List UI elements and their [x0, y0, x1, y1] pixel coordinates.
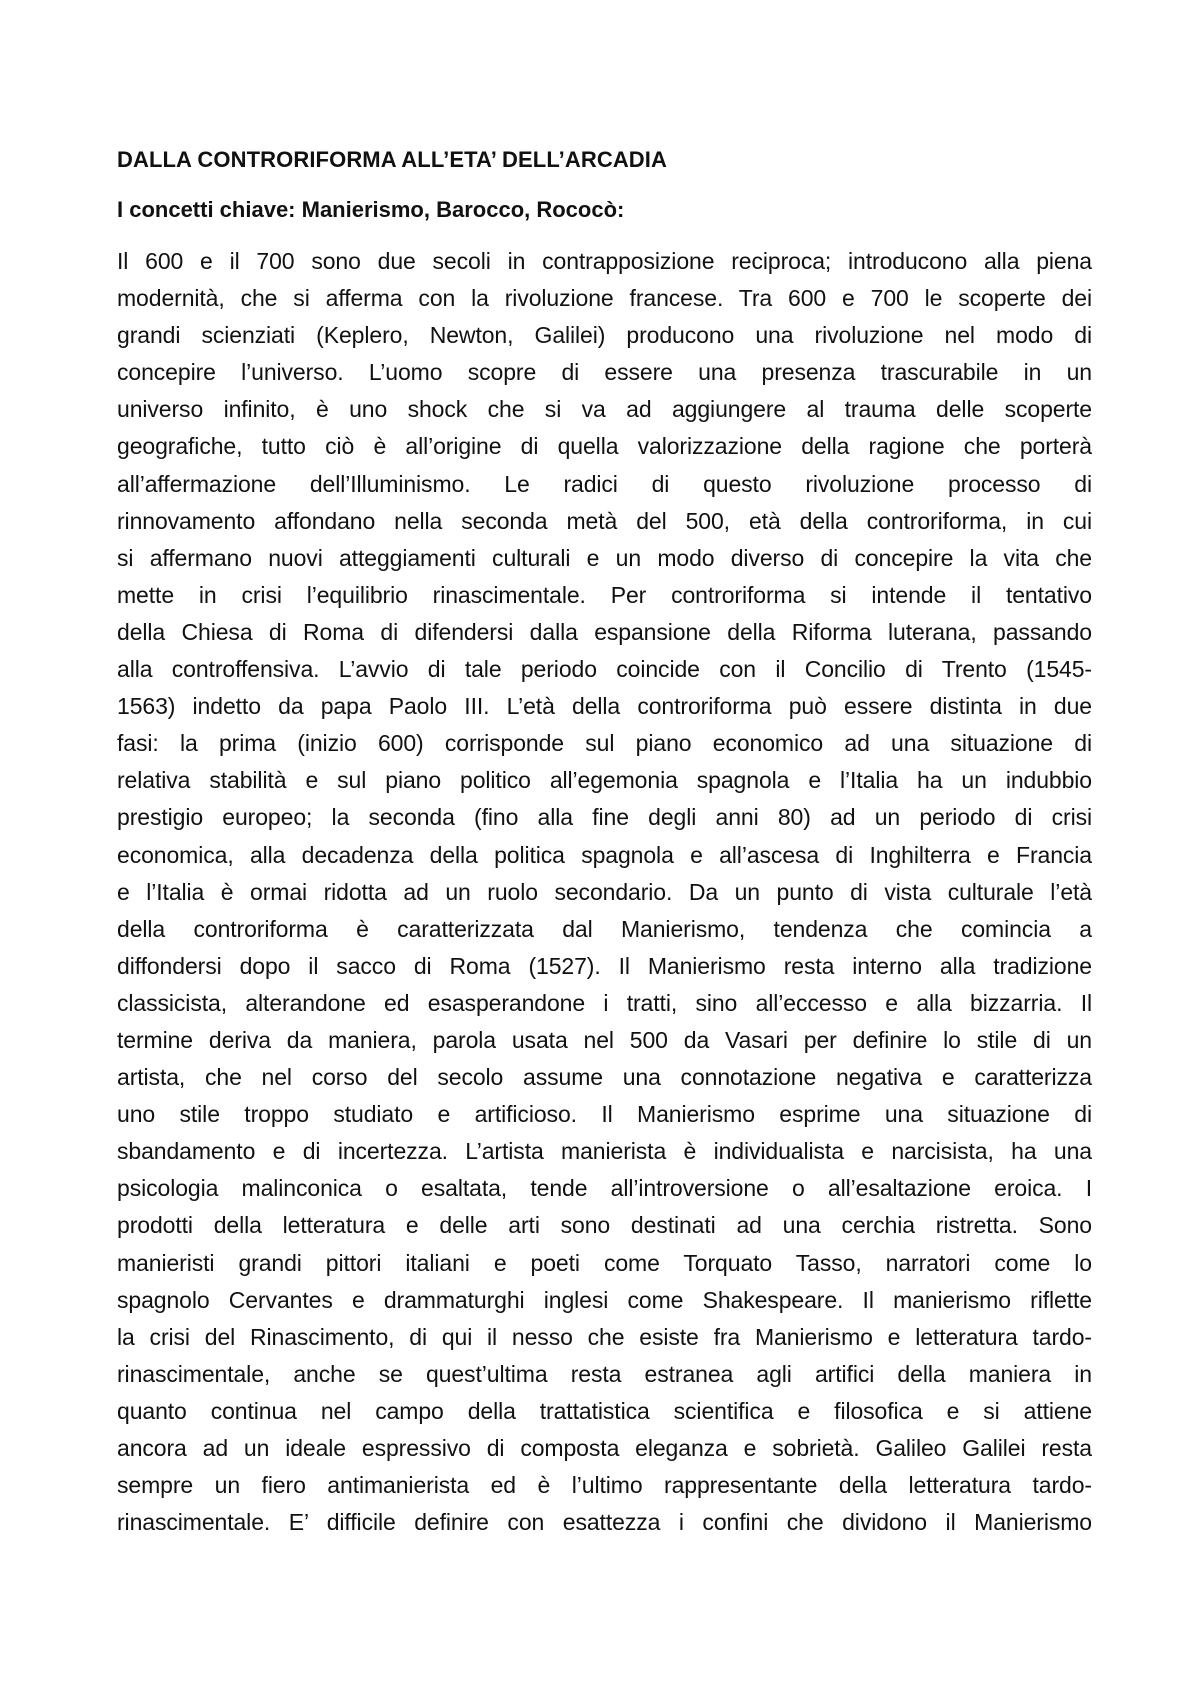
paragraph-line: la crisi del Rinascimento, di qui il nesso che esiste fra Manierismo e letteratura tardo-	[117, 1323, 1092, 1350]
section-heading: I concetti chiave: Manierismo, Barocco, Rococò:	[117, 197, 625, 222]
paragraph-line: diffondersi dopo il sacco di Roma (1527). Il Manierismo resta interno alla tradizione	[117, 952, 1092, 979]
paragraph-line: geografiche, tutto ciò è all’origine di quella valorizzazione della ragione che porterà	[117, 433, 1092, 460]
paragraph-line: mette in crisi l’equilibrio rinascimentale. Per controriforma si intende il tentativo	[117, 581, 1092, 608]
paragraph-line: rinnovamento affondano nella seconda metà del 500, età della controriforma, in cui	[117, 507, 1092, 534]
paragraph-line: sbandamento e di incertezza. L’artista manierista è individualista e narcisista, ha una	[117, 1138, 1092, 1165]
paragraph-line: all’affermazione dell’Illuminismo. Le radici di questo rivoluzione processo di	[117, 470, 1092, 497]
paragraph-line: relativa stabilità e sul piano politico all’egemonia spagnola e l’Italia ha un indubbio	[117, 767, 1092, 794]
paragraph-line: spagnolo Cervantes e drammaturghi inglesi come Shakespeare. Il manierismo riflette	[117, 1286, 1092, 1313]
paragraph-line: uno stile troppo studiato e artificioso. Il Manierismo esprime una situazione di	[117, 1101, 1092, 1128]
paragraph-line: rinascimentale, anche se quest’ultima resta estranea agli artifici della maniera in	[117, 1360, 1092, 1387]
paragraph-line: artista, che nel corso del secolo assume una connotazione negativa e caratterizza	[117, 1064, 1092, 1091]
paragraph-line: concepire l’universo. L’uomo scopre di essere una presenza trascurabile in un	[117, 359, 1092, 386]
paragraph-line: universo infinito, è uno shock che si va ad aggiungere al trauma delle scoperte	[117, 396, 1092, 423]
paragraph-line: prestigio europeo; la seconda (fino alla fine degli anni 80) ad un periodo di crisi	[117, 804, 1092, 831]
paragraph-line: della Chiesa di Roma di difendersi dalla espansione della Riforma luterana, passando	[117, 618, 1092, 645]
paragraph-line: Il 600 e il 700 sono due secoli in contrapposizione reciproca; introducono alla piena	[117, 248, 1092, 274]
paragraph-line: manieristi grandi pittori italiani e poeti come Torquato Tasso, narratori come lo	[117, 1249, 1092, 1276]
paragraph-line: e l’Italia è ormai ridotta ad un ruolo secondario. Da un punto di vista culturale l’età	[117, 878, 1092, 905]
document-content	[117, 145, 1092, 1541]
document-title: DALLA CONTRORIFORMA ALL’ETA’ DELL’ARCADIA	[117, 147, 667, 172]
body-paragraph	[117, 243, 1092, 1541]
paragraph-line: economica, alla decadenza della politica spagnola e all’ascesa di Inghilterra e Francia	[117, 841, 1092, 868]
paragraph-line: si affermano nuovi atteggiamenti culturali e un modo diverso di concepire la vita che	[117, 544, 1092, 571]
paragraph-line: prodotti della letteratura e delle arti sono destinati ad una cerchia ristretta. Sono	[117, 1212, 1092, 1239]
paragraph-line: grandi scienziati (Keplero, Newton, Galilei) producono una rivoluzione nel modo di	[117, 322, 1092, 349]
paragraph-line: sempre un fiero antimanierista ed è l’ultimo rappresentante della letteratura tardo-	[117, 1472, 1092, 1499]
paragraph-line: termine deriva da maniera, parola usata nel 500 da Vasari per definire lo stile di un	[117, 1026, 1092, 1053]
paragraph-line: alla controffensiva. L’avvio di tale periodo coincide con il Concilio di Trento (1545-	[117, 656, 1092, 683]
paragraph-line: 1563) indetto da papa Paolo III. L’età della controriforma può essere distinta in due	[117, 693, 1092, 720]
paragraph-line: quanto continua nel campo della trattatistica scientifica e filosofica e si attiene	[117, 1397, 1092, 1424]
paragraph-line: modernità, che si afferma con la rivoluzione francese. Tra 600 e 700 le scoperte dei	[117, 285, 1092, 312]
paragraph-line: rinascimentale. E’ difficile definire con esattezza i confini che dividono il Manierismo	[117, 1509, 1092, 1536]
paragraph-line: fasi: la prima (inizio 600) corrisponde sul piano economico ad una situazione di	[117, 730, 1092, 757]
paragraph-line: classicista, alterandone ed esasperandone i tratti, sino all’eccesso e alla bizzarria. Il	[117, 989, 1092, 1016]
paragraph-line: ancora ad un ideale espressivo di composta eleganza e sobrietà. Galileo Galilei resta	[117, 1435, 1092, 1461]
paragraph-line: della controriforma è caratterizzata dal Manierismo, tendenza che comincia a	[117, 915, 1092, 942]
paragraph-line: psicologia malinconica o esaltata, tende all’introversione o all’esaltazione eroica. I	[117, 1175, 1092, 1202]
